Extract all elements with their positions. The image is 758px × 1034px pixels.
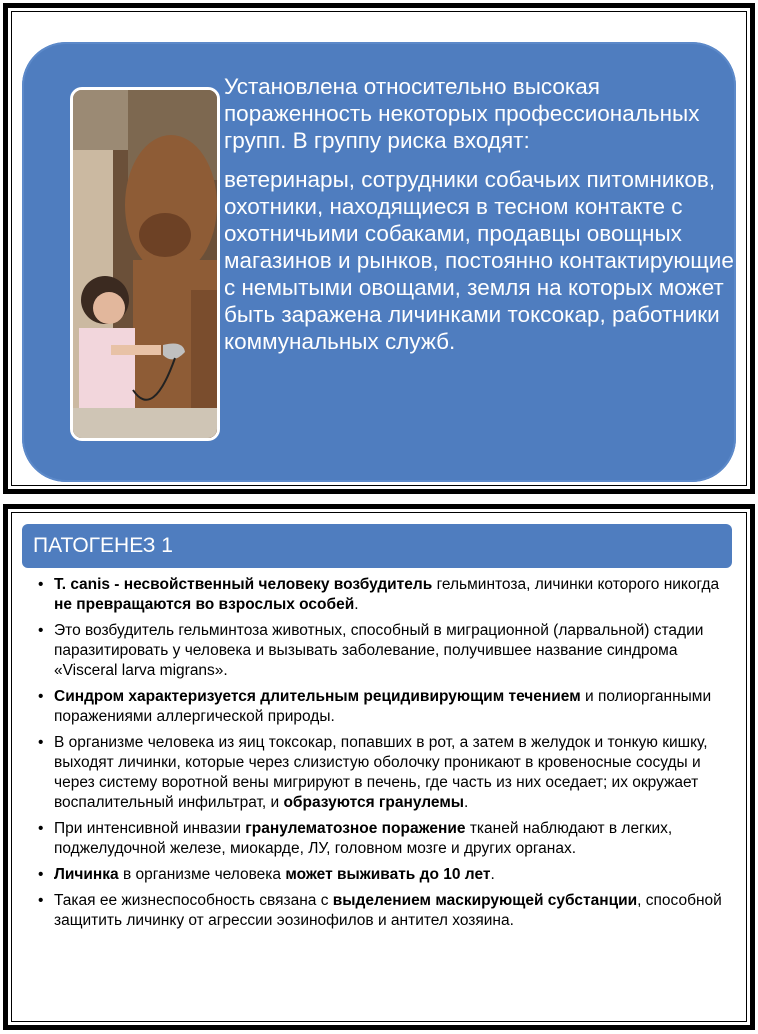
panel-text bbox=[224, 73, 744, 355]
bullet-item bbox=[38, 733, 723, 813]
bullet-text-segment: Это возбудитель гельминтоза животных, способный в миграционной (ларвальной) стадии паразитировать у человека и вызывать заболевание, получившее название синдрома «Visceral larva migrans». bbox=[54, 622, 704, 679]
bullet-item bbox=[38, 891, 723, 931]
slide-pathogenesis bbox=[3, 504, 755, 1030]
bullet-text-segment: . bbox=[464, 794, 469, 811]
bullet-text-segment: образуются гранулемы bbox=[283, 794, 465, 811]
bullet-text-segment: гранулематозное поражение bbox=[245, 820, 466, 837]
bullet-list bbox=[38, 575, 723, 937]
bullet-item bbox=[38, 575, 723, 615]
bullet-text-segment: . bbox=[490, 866, 495, 883]
bullet-text-segment: . bbox=[354, 596, 359, 613]
bullet-item bbox=[38, 687, 723, 727]
bullet-text-segment: Такая ее жизнеспособность связана с bbox=[54, 892, 333, 909]
bullet-text-segment: Синдром характеризуется длительным рецидивирующим течением bbox=[54, 688, 581, 705]
bullet-text-segment: гельминтоза, личинки которого никогда bbox=[432, 576, 720, 593]
risk-groups-paragraph: ветеринары, сотрудники собачьих питомников, охотники, находящиеся в тесном контакте с охотничьими собаками, продавцы овощных магазинов и рынков, постоянно контактирующие с немытыми овощами, земля на которых может быть заражена личинками токсокар, работники коммунальных служб. bbox=[224, 167, 734, 354]
photo bbox=[70, 87, 220, 441]
bullet-text-segment: и полиорганными поражениями аллергической природы. bbox=[54, 688, 712, 725]
bullet-text-segment: тканей наблюдают в легких, поджелудочной железе, миокарде, ЛУ, головном мозге и других органах. bbox=[54, 820, 673, 857]
bullet-item bbox=[38, 865, 723, 885]
intro-paragraph: Установлена относительно высокая пораженность некоторых профессиональных групп. В группу риска входят: bbox=[224, 74, 700, 153]
slide-risk-groups bbox=[3, 3, 755, 494]
bullet-text-segment: Личинка bbox=[54, 866, 119, 883]
bullet-text-segment: При интенсивной инвазии bbox=[54, 820, 246, 837]
bullet-text-segment: выделением маскирующей субстанции bbox=[332, 892, 638, 909]
child-with-stethoscope-and-dog-photo-icon bbox=[73, 90, 217, 438]
bullet-item bbox=[38, 819, 723, 859]
bullet-text-segment: T. canis - несвойственный человеку возбудитель bbox=[54, 576, 433, 593]
slide-title: ПАТОГЕНЕЗ 1 bbox=[22, 524, 732, 568]
bullet-text-segment: может выживать до 10 лет bbox=[285, 866, 491, 883]
bullet-item bbox=[38, 621, 723, 681]
bullet-text-segment: В организме человека из яиц токсокар, попавших в рот, а затем в желудок и тонкую кишку, выходят личинки, которые через слизистую оболочку проникают в кровеносные сосуды и через систему воротной вены мигрируют в печень, где часть из них оседает; их окружает воспалительный инфильтрат, и bbox=[54, 734, 708, 811]
bullet-text-segment: в организме человека bbox=[118, 866, 286, 883]
bullet-text-segment: , способной защитить личинку от агрессии эозинофилов и антител хозяина. bbox=[54, 892, 722, 929]
bullet-text-segment: не превращаются во взрослых особей bbox=[54, 596, 355, 613]
content-panel bbox=[22, 42, 736, 482]
